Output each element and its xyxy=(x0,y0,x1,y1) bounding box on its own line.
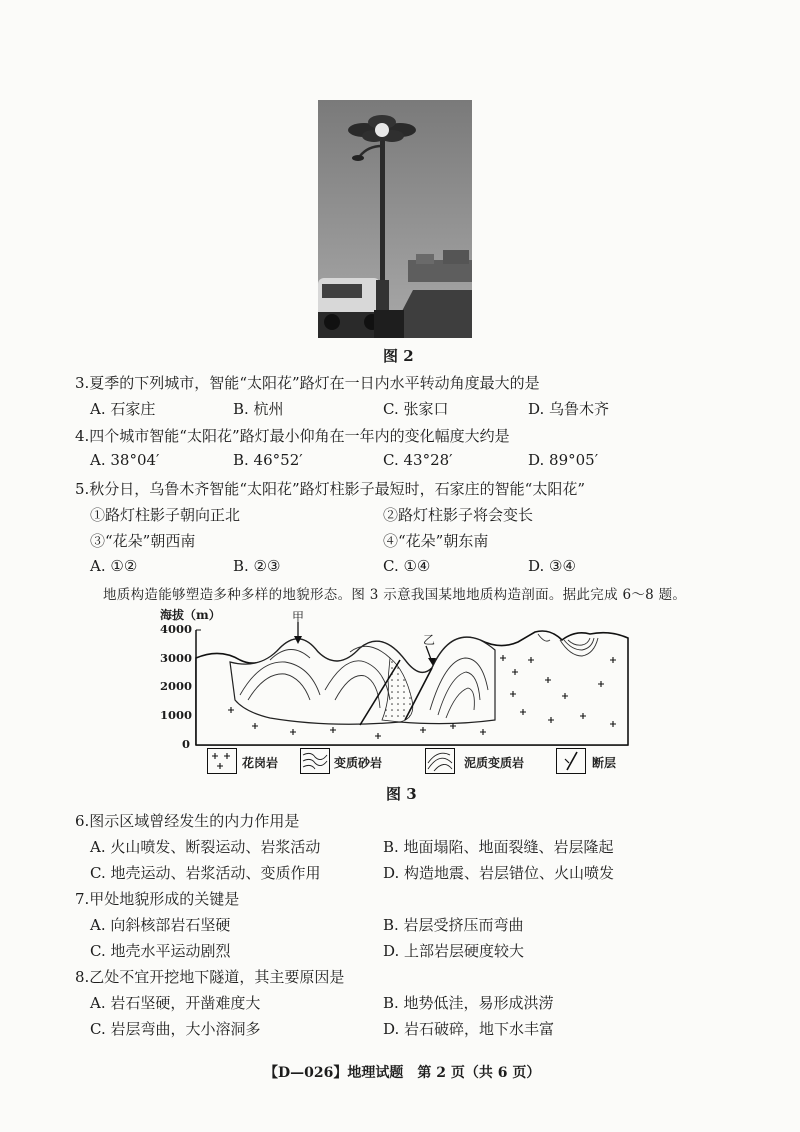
question-4-option-a: A. 38°04′ xyxy=(90,451,160,469)
question-7-stem: 7.甲处地貌形成的关键是 xyxy=(75,890,240,908)
question-5-option-d: D. ③④ xyxy=(528,557,576,575)
question-4-option-b: B. 46°52′ xyxy=(233,451,303,469)
street-light-photo xyxy=(318,100,472,338)
question-3-stem: 3.夏季的下列城市，智能“太阳花”路灯在一日内水平转动角度最大的是 xyxy=(75,374,540,392)
question-8-option-c: C. 岩层弯曲，大小溶洞多 xyxy=(90,1020,261,1038)
question-3-option-a: A. 石家庄 xyxy=(90,400,156,418)
mudstone-symbol xyxy=(426,749,454,773)
street-light-illustration xyxy=(318,100,472,338)
question-3-option-b: B. 杭州 xyxy=(233,400,284,418)
question-5-option-b: B. ②③ xyxy=(233,557,281,575)
question-5-statement-2: ②路灯柱影子将会变长 xyxy=(383,506,534,524)
figure2-caption: 图 2 xyxy=(383,347,414,365)
legend-granite-label: 花岗岩 xyxy=(242,756,279,770)
figure3-caption: 图 3 xyxy=(386,785,417,803)
question-5-stem: 5.秋分日，乌鲁木齐智能“太阳花”路灯柱影子最短时，石家庄的智能“太阳花” xyxy=(75,480,585,498)
fault-symbol xyxy=(557,749,585,773)
question-5-option-c: C. ①④ xyxy=(383,557,431,575)
question-5-statement-4: ④“花朵”朝东南 xyxy=(383,532,489,550)
question-5-option-a: A. ①② xyxy=(90,557,138,575)
legend-mudstone-label: 泥质变质岩 xyxy=(464,756,525,770)
label-yi: 乙 xyxy=(423,633,436,647)
question-6-stem: 6.图示区域曾经发生的内力作用是 xyxy=(75,812,300,830)
sandstone-symbol xyxy=(301,749,329,773)
y-tick-0: 0 xyxy=(182,737,191,751)
question-4-option-d: D. 89°05′ xyxy=(528,451,599,469)
question-6-option-d: D. 构造地震、岩层错位、火山喷发 xyxy=(383,864,615,882)
legend-fault-label: 断层 xyxy=(592,756,617,770)
legend-mudstone-swatch xyxy=(425,748,455,774)
question-7-option-a: A. 向斜核部岩石坚硬 xyxy=(90,916,231,934)
question-5-statement-3: ③“花朵”朝西南 xyxy=(90,532,196,550)
question-4-stem: 4.四个城市智能“太阳花”路灯最小仰角在一年内的变化幅度大约是 xyxy=(75,427,510,445)
granite-symbol xyxy=(208,749,236,773)
question-6-option-a: A. 火山喷发、断裂运动、岩浆活动 xyxy=(90,838,321,856)
label-jia: 甲 xyxy=(292,610,305,624)
question-7-option-b: B. 岩层受挤压而弯曲 xyxy=(383,916,524,934)
question-3-option-d: D. 乌鲁木齐 xyxy=(528,400,610,418)
question-4-option-c: C. 43°28′ xyxy=(383,451,453,469)
question-8-option-d: D. 岩石破碎，地下水丰富 xyxy=(383,1020,555,1038)
question-3-option-c: C. 张家口 xyxy=(383,400,449,418)
y-tick-1000: 1000 xyxy=(160,708,193,722)
legend-sandstone-label: 变质砂岩 xyxy=(334,756,383,770)
y-axis-label: 海拔（m） xyxy=(160,608,221,622)
y-tick-4000: 4000 xyxy=(160,622,193,636)
legend-granite-swatch xyxy=(207,748,237,774)
question-8-option-b: B. 地势低洼，易形成洪涝 xyxy=(383,994,554,1012)
question-8-stem: 8.乙处不宜开挖地下隧道，其主要原因是 xyxy=(75,968,345,986)
y-tick-2000: 2000 xyxy=(160,679,193,693)
question-6-option-c: C. 地壳运动、岩浆活动、变质作用 xyxy=(90,864,321,882)
question-6-option-b: B. 地面塌陷、地面裂缝、岩层隆起 xyxy=(383,838,614,856)
legend-sandstone-swatch xyxy=(300,748,330,774)
question-5-statement-1: ①路灯柱影子朝向正北 xyxy=(90,506,241,524)
legend-fault-swatch xyxy=(556,748,586,774)
y-tick-3000: 3000 xyxy=(160,651,193,665)
page-footer: 【D—026】地理试题 第 2 页（共 6 页） xyxy=(264,1065,541,1081)
question-8-option-a: A. 岩石坚硬，开凿难度大 xyxy=(90,994,261,1012)
question-7-option-d: D. 上部岩层硬度较大 xyxy=(383,942,525,960)
section-intro: 地质构造能够塑造多种多样的地貌形态。图 3 示意我国某地地质构造剖面。据此完成 6～8 题。 xyxy=(103,587,687,603)
question-7-option-c: C. 地壳水平运动剧烈 xyxy=(90,942,231,960)
